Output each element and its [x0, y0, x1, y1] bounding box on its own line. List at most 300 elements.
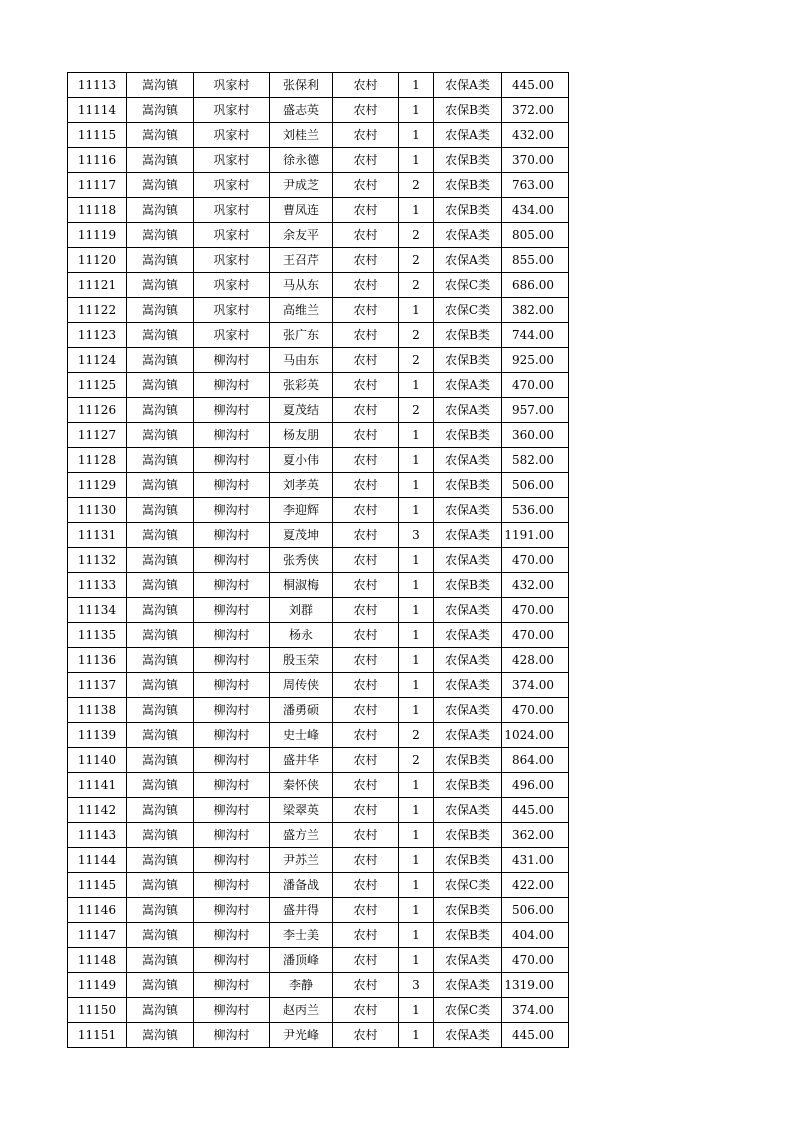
area-type-cell: 农村 — [333, 273, 399, 298]
name-cell: 尹成芝 — [270, 173, 333, 198]
table-body — [68, 73, 569, 1048]
area-type-cell: 农村 — [333, 623, 399, 648]
village-cell: 巩家村 — [194, 298, 270, 323]
town-cell: 嵩沟镇 — [127, 923, 194, 948]
amount-cell: 470.00 — [502, 373, 569, 398]
table-row — [68, 548, 569, 573]
area-type-cell: 农村 — [333, 148, 399, 173]
table-row — [68, 873, 569, 898]
id-cell: 11130 — [68, 498, 127, 523]
household-count-cell: 3 — [399, 973, 434, 998]
id-cell: 11134 — [68, 598, 127, 623]
amount-cell: 404.00 — [502, 923, 569, 948]
name-cell: 史士峰 — [270, 723, 333, 748]
area-type-cell: 农村 — [333, 198, 399, 223]
town-cell: 嵩沟镇 — [127, 298, 194, 323]
records-table — [67, 72, 569, 1048]
amount-cell: 374.00 — [502, 673, 569, 698]
amount-cell: 805.00 — [502, 223, 569, 248]
id-cell: 11115 — [68, 123, 127, 148]
name-cell: 潘顶峰 — [270, 948, 333, 973]
amount-cell: 362.00 — [502, 823, 569, 848]
household-count-cell: 1 — [399, 698, 434, 723]
insurance-class-cell: 农保A类 — [434, 698, 502, 723]
table-row — [68, 723, 569, 748]
amount-cell: 431.00 — [502, 848, 569, 873]
village-cell: 柳沟村 — [194, 673, 270, 698]
id-cell: 11150 — [68, 998, 127, 1023]
household-count-cell: 2 — [399, 723, 434, 748]
town-cell: 嵩沟镇 — [127, 323, 194, 348]
town-cell: 嵩沟镇 — [127, 948, 194, 973]
amount-cell: 382.00 — [502, 298, 569, 323]
amount-cell: 372.00 — [502, 98, 569, 123]
town-cell: 嵩沟镇 — [127, 398, 194, 423]
village-cell: 柳沟村 — [194, 473, 270, 498]
village-cell: 柳沟村 — [194, 748, 270, 773]
id-cell: 11124 — [68, 348, 127, 373]
id-cell: 11128 — [68, 448, 127, 473]
table-row — [68, 623, 569, 648]
area-type-cell: 农村 — [333, 98, 399, 123]
household-count-cell: 1 — [399, 823, 434, 848]
name-cell: 刘孝英 — [270, 473, 333, 498]
insurance-class-cell: 农保A类 — [434, 673, 502, 698]
area-type-cell: 农村 — [333, 298, 399, 323]
village-cell: 柳沟村 — [194, 348, 270, 373]
area-type-cell: 农村 — [333, 248, 399, 273]
table-row — [68, 248, 569, 273]
town-cell: 嵩沟镇 — [127, 223, 194, 248]
town-cell: 嵩沟镇 — [127, 723, 194, 748]
area-type-cell: 农村 — [333, 398, 399, 423]
village-cell: 巩家村 — [194, 98, 270, 123]
id-cell: 11151 — [68, 1023, 127, 1048]
village-cell: 柳沟村 — [194, 573, 270, 598]
village-cell: 柳沟村 — [194, 998, 270, 1023]
household-count-cell: 1 — [399, 73, 434, 98]
household-count-cell: 1 — [399, 648, 434, 673]
insurance-class-cell: 农保A类 — [434, 123, 502, 148]
table-row — [68, 1023, 569, 1048]
area-type-cell: 农村 — [333, 573, 399, 598]
area-type-cell: 农村 — [333, 173, 399, 198]
insurance-class-cell: 农保C类 — [434, 273, 502, 298]
id-cell: 11132 — [68, 548, 127, 573]
household-count-cell: 1 — [399, 1023, 434, 1048]
town-cell: 嵩沟镇 — [127, 998, 194, 1023]
id-cell: 11136 — [68, 648, 127, 673]
id-cell: 11116 — [68, 148, 127, 173]
area-type-cell: 农村 — [333, 698, 399, 723]
household-count-cell: 1 — [399, 948, 434, 973]
id-cell: 11141 — [68, 773, 127, 798]
town-cell: 嵩沟镇 — [127, 798, 194, 823]
name-cell: 张保利 — [270, 73, 333, 98]
household-count-cell: 1 — [399, 448, 434, 473]
amount-cell: 445.00 — [502, 1023, 569, 1048]
amount-cell: 957.00 — [502, 398, 569, 423]
area-type-cell: 农村 — [333, 748, 399, 773]
id-cell: 11121 — [68, 273, 127, 298]
town-cell: 嵩沟镇 — [127, 173, 194, 198]
town-cell: 嵩沟镇 — [127, 848, 194, 873]
area-type-cell: 农村 — [333, 473, 399, 498]
household-count-cell: 2 — [399, 248, 434, 273]
household-count-cell: 2 — [399, 273, 434, 298]
table-row — [68, 273, 569, 298]
name-cell: 余友平 — [270, 223, 333, 248]
table-row — [68, 423, 569, 448]
amount-cell: 470.00 — [502, 948, 569, 973]
village-cell: 柳沟村 — [194, 873, 270, 898]
insurance-class-cell: 农保B类 — [434, 423, 502, 448]
table-row — [68, 573, 569, 598]
table-row — [68, 798, 569, 823]
area-type-cell: 农村 — [333, 823, 399, 848]
town-cell: 嵩沟镇 — [127, 973, 194, 998]
insurance-class-cell: 农保B类 — [434, 148, 502, 173]
id-cell: 11120 — [68, 248, 127, 273]
area-type-cell: 农村 — [333, 323, 399, 348]
village-cell: 巩家村 — [194, 173, 270, 198]
id-cell: 11143 — [68, 823, 127, 848]
village-cell: 柳沟村 — [194, 498, 270, 523]
insurance-class-cell: 农保A类 — [434, 248, 502, 273]
insurance-class-cell: 农保A类 — [434, 798, 502, 823]
amount-cell: 1024.00 — [502, 723, 569, 748]
area-type-cell: 农村 — [333, 998, 399, 1023]
name-cell: 曹凤连 — [270, 198, 333, 223]
town-cell: 嵩沟镇 — [127, 148, 194, 173]
amount-cell: 864.00 — [502, 748, 569, 773]
household-count-cell: 1 — [399, 198, 434, 223]
name-cell: 李迎辉 — [270, 498, 333, 523]
village-cell: 柳沟村 — [194, 973, 270, 998]
name-cell: 赵丙兰 — [270, 998, 333, 1023]
id-cell: 11142 — [68, 798, 127, 823]
area-type-cell: 农村 — [333, 498, 399, 523]
amount-cell: 434.00 — [502, 198, 569, 223]
village-cell: 柳沟村 — [194, 723, 270, 748]
town-cell: 嵩沟镇 — [127, 198, 194, 223]
insurance-class-cell: 农保A类 — [434, 648, 502, 673]
village-cell: 巩家村 — [194, 198, 270, 223]
table-row — [68, 898, 569, 923]
area-type-cell: 农村 — [333, 548, 399, 573]
household-count-cell: 1 — [399, 848, 434, 873]
area-type-cell: 农村 — [333, 898, 399, 923]
insurance-class-cell: 农保A类 — [434, 948, 502, 973]
area-type-cell: 农村 — [333, 948, 399, 973]
table-row — [68, 848, 569, 873]
amount-cell: 445.00 — [502, 798, 569, 823]
table-row — [68, 673, 569, 698]
town-cell: 嵩沟镇 — [127, 648, 194, 673]
household-count-cell: 1 — [399, 98, 434, 123]
name-cell: 刘桂兰 — [270, 123, 333, 148]
village-cell: 柳沟村 — [194, 548, 270, 573]
insurance-class-cell: 农保A类 — [434, 498, 502, 523]
insurance-class-cell: 农保A类 — [434, 448, 502, 473]
insurance-class-cell: 农保A类 — [434, 73, 502, 98]
household-count-cell: 1 — [399, 873, 434, 898]
name-cell: 徐永德 — [270, 148, 333, 173]
id-cell: 11118 — [68, 198, 127, 223]
town-cell: 嵩沟镇 — [127, 548, 194, 573]
household-count-cell: 3 — [399, 523, 434, 548]
amount-cell: 763.00 — [502, 173, 569, 198]
insurance-class-cell: 农保A类 — [434, 223, 502, 248]
id-cell: 11140 — [68, 748, 127, 773]
town-cell: 嵩沟镇 — [127, 623, 194, 648]
id-cell: 11131 — [68, 523, 127, 548]
insurance-class-cell: 农保B类 — [434, 198, 502, 223]
town-cell: 嵩沟镇 — [127, 448, 194, 473]
town-cell: 嵩沟镇 — [127, 473, 194, 498]
id-cell: 11144 — [68, 848, 127, 873]
name-cell: 马从东 — [270, 273, 333, 298]
table-row — [68, 448, 569, 473]
village-cell: 柳沟村 — [194, 923, 270, 948]
insurance-class-cell: 农保B类 — [434, 923, 502, 948]
id-cell: 11138 — [68, 698, 127, 723]
village-cell: 柳沟村 — [194, 698, 270, 723]
insurance-class-cell: 农保B类 — [434, 323, 502, 348]
insurance-class-cell: 农保B类 — [434, 748, 502, 773]
amount-cell: 422.00 — [502, 873, 569, 898]
village-cell: 柳沟村 — [194, 598, 270, 623]
household-count-cell: 1 — [399, 623, 434, 648]
village-cell: 巩家村 — [194, 123, 270, 148]
insurance-class-cell: 农保B类 — [434, 823, 502, 848]
table-row — [68, 823, 569, 848]
id-cell: 11146 — [68, 898, 127, 923]
insurance-class-cell: 农保C类 — [434, 873, 502, 898]
table-row — [68, 398, 569, 423]
amount-cell: 686.00 — [502, 273, 569, 298]
town-cell: 嵩沟镇 — [127, 573, 194, 598]
amount-cell: 360.00 — [502, 423, 569, 448]
household-count-cell: 1 — [399, 548, 434, 573]
area-type-cell: 农村 — [333, 848, 399, 873]
name-cell: 夏茂坤 — [270, 523, 333, 548]
area-type-cell: 农村 — [333, 348, 399, 373]
village-cell: 柳沟村 — [194, 398, 270, 423]
town-cell: 嵩沟镇 — [127, 673, 194, 698]
area-type-cell: 农村 — [333, 73, 399, 98]
household-count-cell: 2 — [399, 223, 434, 248]
name-cell: 周传侠 — [270, 673, 333, 698]
village-cell: 巩家村 — [194, 73, 270, 98]
table-row — [68, 498, 569, 523]
village-cell: 柳沟村 — [194, 948, 270, 973]
table-row — [68, 698, 569, 723]
name-cell: 盛志英 — [270, 98, 333, 123]
id-cell: 11113 — [68, 73, 127, 98]
amount-cell: 506.00 — [502, 473, 569, 498]
insurance-class-cell: 农保B类 — [434, 173, 502, 198]
village-cell: 巩家村 — [194, 248, 270, 273]
amount-cell: 370.00 — [502, 148, 569, 173]
village-cell: 柳沟村 — [194, 848, 270, 873]
amount-cell: 1319.00 — [502, 973, 569, 998]
name-cell: 殷玉荣 — [270, 648, 333, 673]
area-type-cell: 农村 — [333, 798, 399, 823]
amount-cell: 432.00 — [502, 573, 569, 598]
town-cell: 嵩沟镇 — [127, 98, 194, 123]
area-type-cell: 农村 — [333, 598, 399, 623]
area-type-cell: 农村 — [333, 223, 399, 248]
village-cell: 巩家村 — [194, 223, 270, 248]
name-cell: 高维兰 — [270, 298, 333, 323]
household-count-cell: 1 — [399, 573, 434, 598]
amount-cell: 496.00 — [502, 773, 569, 798]
household-count-cell: 2 — [399, 348, 434, 373]
id-cell: 11149 — [68, 973, 127, 998]
name-cell: 张秀侠 — [270, 548, 333, 573]
insurance-class-cell: 农保B类 — [434, 848, 502, 873]
town-cell: 嵩沟镇 — [127, 423, 194, 448]
table-row — [68, 148, 569, 173]
id-cell: 11133 — [68, 573, 127, 598]
village-cell: 柳沟村 — [194, 423, 270, 448]
id-cell: 11117 — [68, 173, 127, 198]
insurance-class-cell: 农保A类 — [434, 548, 502, 573]
town-cell: 嵩沟镇 — [127, 273, 194, 298]
village-cell: 柳沟村 — [194, 1023, 270, 1048]
amount-cell: 374.00 — [502, 998, 569, 1023]
area-type-cell: 农村 — [333, 448, 399, 473]
insurance-class-cell: 农保A类 — [434, 398, 502, 423]
table-row — [68, 198, 569, 223]
village-cell: 柳沟村 — [194, 373, 270, 398]
town-cell: 嵩沟镇 — [127, 373, 194, 398]
amount-cell: 744.00 — [502, 323, 569, 348]
name-cell: 刘群 — [270, 598, 333, 623]
area-type-cell: 农村 — [333, 773, 399, 798]
insurance-class-cell: 农保A类 — [434, 373, 502, 398]
id-cell: 11139 — [68, 723, 127, 748]
village-cell: 柳沟村 — [194, 448, 270, 473]
town-cell: 嵩沟镇 — [127, 73, 194, 98]
area-type-cell: 农村 — [333, 373, 399, 398]
town-cell: 嵩沟镇 — [127, 873, 194, 898]
id-cell: 11122 — [68, 298, 127, 323]
village-cell: 柳沟村 — [194, 523, 270, 548]
area-type-cell: 农村 — [333, 873, 399, 898]
insurance-class-cell: 农保C类 — [434, 298, 502, 323]
amount-cell: 470.00 — [502, 548, 569, 573]
household-count-cell: 1 — [399, 898, 434, 923]
insurance-class-cell: 农保A类 — [434, 598, 502, 623]
town-cell: 嵩沟镇 — [127, 523, 194, 548]
name-cell: 潘勇硕 — [270, 698, 333, 723]
insurance-class-cell: 农保A类 — [434, 973, 502, 998]
area-type-cell: 农村 — [333, 1023, 399, 1048]
area-type-cell: 农村 — [333, 973, 399, 998]
name-cell: 夏茂结 — [270, 398, 333, 423]
name-cell: 马由东 — [270, 348, 333, 373]
id-cell: 11114 — [68, 98, 127, 123]
area-type-cell: 农村 — [333, 423, 399, 448]
insurance-class-cell: 农保B类 — [434, 773, 502, 798]
village-cell: 柳沟村 — [194, 623, 270, 648]
name-cell: 桐淑梅 — [270, 573, 333, 598]
household-count-cell: 1 — [399, 423, 434, 448]
village-cell: 巩家村 — [194, 323, 270, 348]
amount-cell: 536.00 — [502, 498, 569, 523]
area-type-cell: 农村 — [333, 648, 399, 673]
area-type-cell: 农村 — [333, 923, 399, 948]
table-row — [68, 123, 569, 148]
area-type-cell: 农村 — [333, 673, 399, 698]
town-cell: 嵩沟镇 — [127, 598, 194, 623]
household-count-cell: 2 — [399, 173, 434, 198]
town-cell: 嵩沟镇 — [127, 498, 194, 523]
amount-cell: 428.00 — [502, 648, 569, 673]
table-row — [68, 523, 569, 548]
household-count-cell: 1 — [399, 673, 434, 698]
amount-cell: 470.00 — [502, 698, 569, 723]
name-cell: 潘备战 — [270, 873, 333, 898]
amount-cell: 1191.00 — [502, 523, 569, 548]
amount-cell: 582.00 — [502, 448, 569, 473]
name-cell: 尹苏兰 — [270, 848, 333, 873]
id-cell: 11147 — [68, 923, 127, 948]
household-count-cell: 1 — [399, 923, 434, 948]
table-row — [68, 998, 569, 1023]
amount-cell: 855.00 — [502, 248, 569, 273]
household-count-cell: 1 — [399, 598, 434, 623]
table-row — [68, 473, 569, 498]
table-row — [68, 748, 569, 773]
id-cell: 11135 — [68, 623, 127, 648]
table-row — [68, 973, 569, 998]
table-row — [68, 948, 569, 973]
area-type-cell: 农村 — [333, 123, 399, 148]
town-cell: 嵩沟镇 — [127, 123, 194, 148]
table-row — [68, 98, 569, 123]
table-row — [68, 923, 569, 948]
insurance-class-cell: 农保A类 — [434, 723, 502, 748]
table-row — [68, 373, 569, 398]
table-row — [68, 348, 569, 373]
insurance-class-cell: 农保B类 — [434, 473, 502, 498]
household-count-cell: 1 — [399, 498, 434, 523]
household-count-cell: 1 — [399, 798, 434, 823]
town-cell: 嵩沟镇 — [127, 1023, 194, 1048]
name-cell: 秦怀侠 — [270, 773, 333, 798]
household-count-cell: 2 — [399, 398, 434, 423]
id-cell: 11119 — [68, 223, 127, 248]
household-count-cell: 1 — [399, 773, 434, 798]
id-cell: 11145 — [68, 873, 127, 898]
name-cell: 尹光峰 — [270, 1023, 333, 1048]
table-row — [68, 323, 569, 348]
insurance-class-cell: 农保A类 — [434, 623, 502, 648]
amount-cell: 470.00 — [502, 623, 569, 648]
amount-cell: 925.00 — [502, 348, 569, 373]
area-type-cell: 农村 — [333, 723, 399, 748]
name-cell: 盛井华 — [270, 748, 333, 773]
household-count-cell: 1 — [399, 373, 434, 398]
village-cell: 柳沟村 — [194, 773, 270, 798]
household-count-cell: 1 — [399, 298, 434, 323]
name-cell: 张广东 — [270, 323, 333, 348]
name-cell: 李静 — [270, 973, 333, 998]
table-row — [68, 773, 569, 798]
